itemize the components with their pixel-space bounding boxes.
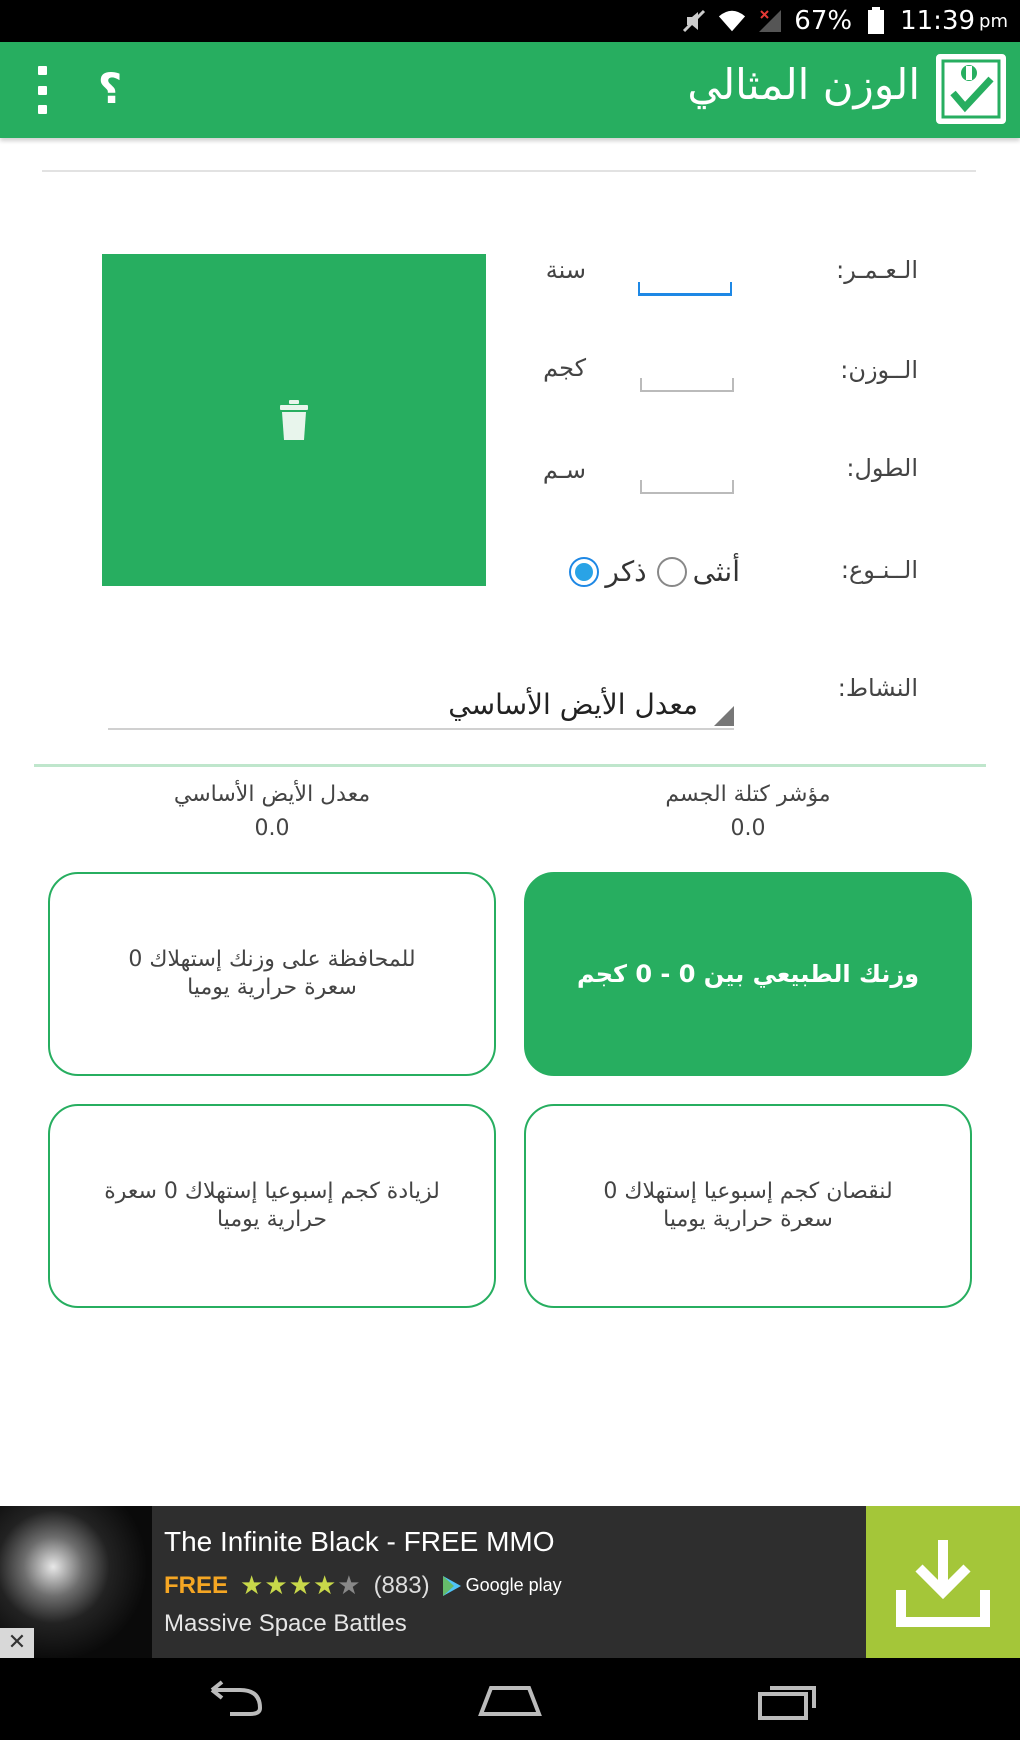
activity-dropdown[interactable] — [108, 680, 734, 730]
activity-selected-value: معدل الأيض الأساسي — [448, 688, 698, 721]
gender-radio-group — [569, 555, 740, 588]
gain-weight-card: لزيادة كجم إسبوعيا إستهلاك 0 سعرة حرارية يوميا — [48, 1104, 496, 1308]
app-title: الوزن المثالي — [687, 60, 920, 109]
dropdown-arrow-icon — [714, 706, 734, 726]
height-input[interactable] — [640, 480, 734, 494]
gender-option-male[interactable] — [569, 555, 646, 588]
age-label: الـعـمـر: — [836, 256, 918, 284]
status-icons — [680, 4, 1008, 38]
gender-label: الــنـوع: — [840, 556, 918, 584]
ad-banner[interactable] — [0, 1506, 1020, 1658]
normal-weight-card: وزنك الطبيعي بين 0 - 0 كجم — [524, 872, 972, 1076]
height-unit: سـم — [542, 456, 586, 484]
bmi-label: مؤشر كتلة الجسم — [665, 782, 831, 807]
age-unit: سنة — [545, 256, 586, 284]
gender-male-label: ذكر — [605, 555, 647, 588]
weight-input[interactable] — [640, 378, 734, 392]
home-icon[interactable] — [475, 1678, 545, 1722]
image-area[interactable] — [102, 254, 486, 586]
trash-icon[interactable] — [280, 400, 308, 440]
maintain-weight-card: للمحافظة على وزنك إستهلاك 0 سعرة حرارية يوميا — [48, 872, 496, 1076]
overflow-menu-icon[interactable] — [28, 66, 56, 114]
clock: 11:39 — [900, 6, 976, 36]
google-play-label: Google play — [465, 1575, 562, 1595]
clock-ampm: pm — [979, 10, 1008, 32]
weight-label: الــوزن: — [840, 356, 918, 384]
help-button[interactable]: ؟ — [97, 64, 123, 113]
gender-female-label: أنثى — [692, 555, 740, 588]
battery-icon — [862, 7, 890, 35]
system-nav-bar — [0, 1658, 1020, 1740]
activity-label: النشاط: — [837, 674, 918, 702]
radio-male[interactable] — [569, 557, 599, 587]
ad-title[interactable]: The Infinite Black - FREE MMO — [164, 1526, 555, 1557]
signal-icon — [756, 7, 784, 35]
app-bar — [0, 42, 1020, 138]
battery-percent: 67% — [794, 6, 853, 36]
weight-unit: كجم — [543, 354, 586, 382]
gender-option-female[interactable] — [657, 555, 740, 588]
wifi-icon — [718, 7, 746, 35]
ad-free-label: FREE — [164, 1571, 229, 1599]
app-logo-icon — [936, 54, 1006, 124]
back-icon[interactable] — [200, 1678, 270, 1722]
radio-female[interactable] — [657, 557, 687, 587]
ad-subtitle: Massive Space Battles — [164, 1610, 407, 1637]
bmr-value: 0.0 — [254, 816, 290, 841]
age-input[interactable] — [638, 282, 732, 296]
lose-weight-card: لنقصان كجم إسبوعيا إستهلاك 0 سعرة حرارية يوميا — [524, 1104, 972, 1308]
ad-close-button[interactable]: ✕ — [0, 1628, 34, 1658]
recent-apps-icon[interactable] — [752, 1678, 822, 1722]
ad-rating-count: (883) — [373, 1571, 430, 1599]
section-divider — [34, 764, 986, 767]
ad-meta-row — [164, 1570, 562, 1601]
mute-icon — [680, 7, 708, 35]
google-play-badge — [442, 1575, 562, 1597]
google-play-icon — [442, 1575, 462, 1597]
bmr-label: معدل الأيض الأساسي — [173, 782, 371, 807]
bmi-value: 0.0 — [730, 816, 766, 841]
height-label: الطول: — [846, 454, 918, 482]
top-divider — [42, 170, 976, 172]
ad-rating-stars: ★★★★★ — [240, 1570, 362, 1600]
status-bar — [0, 0, 1020, 42]
download-icon[interactable] — [866, 1506, 1020, 1658]
